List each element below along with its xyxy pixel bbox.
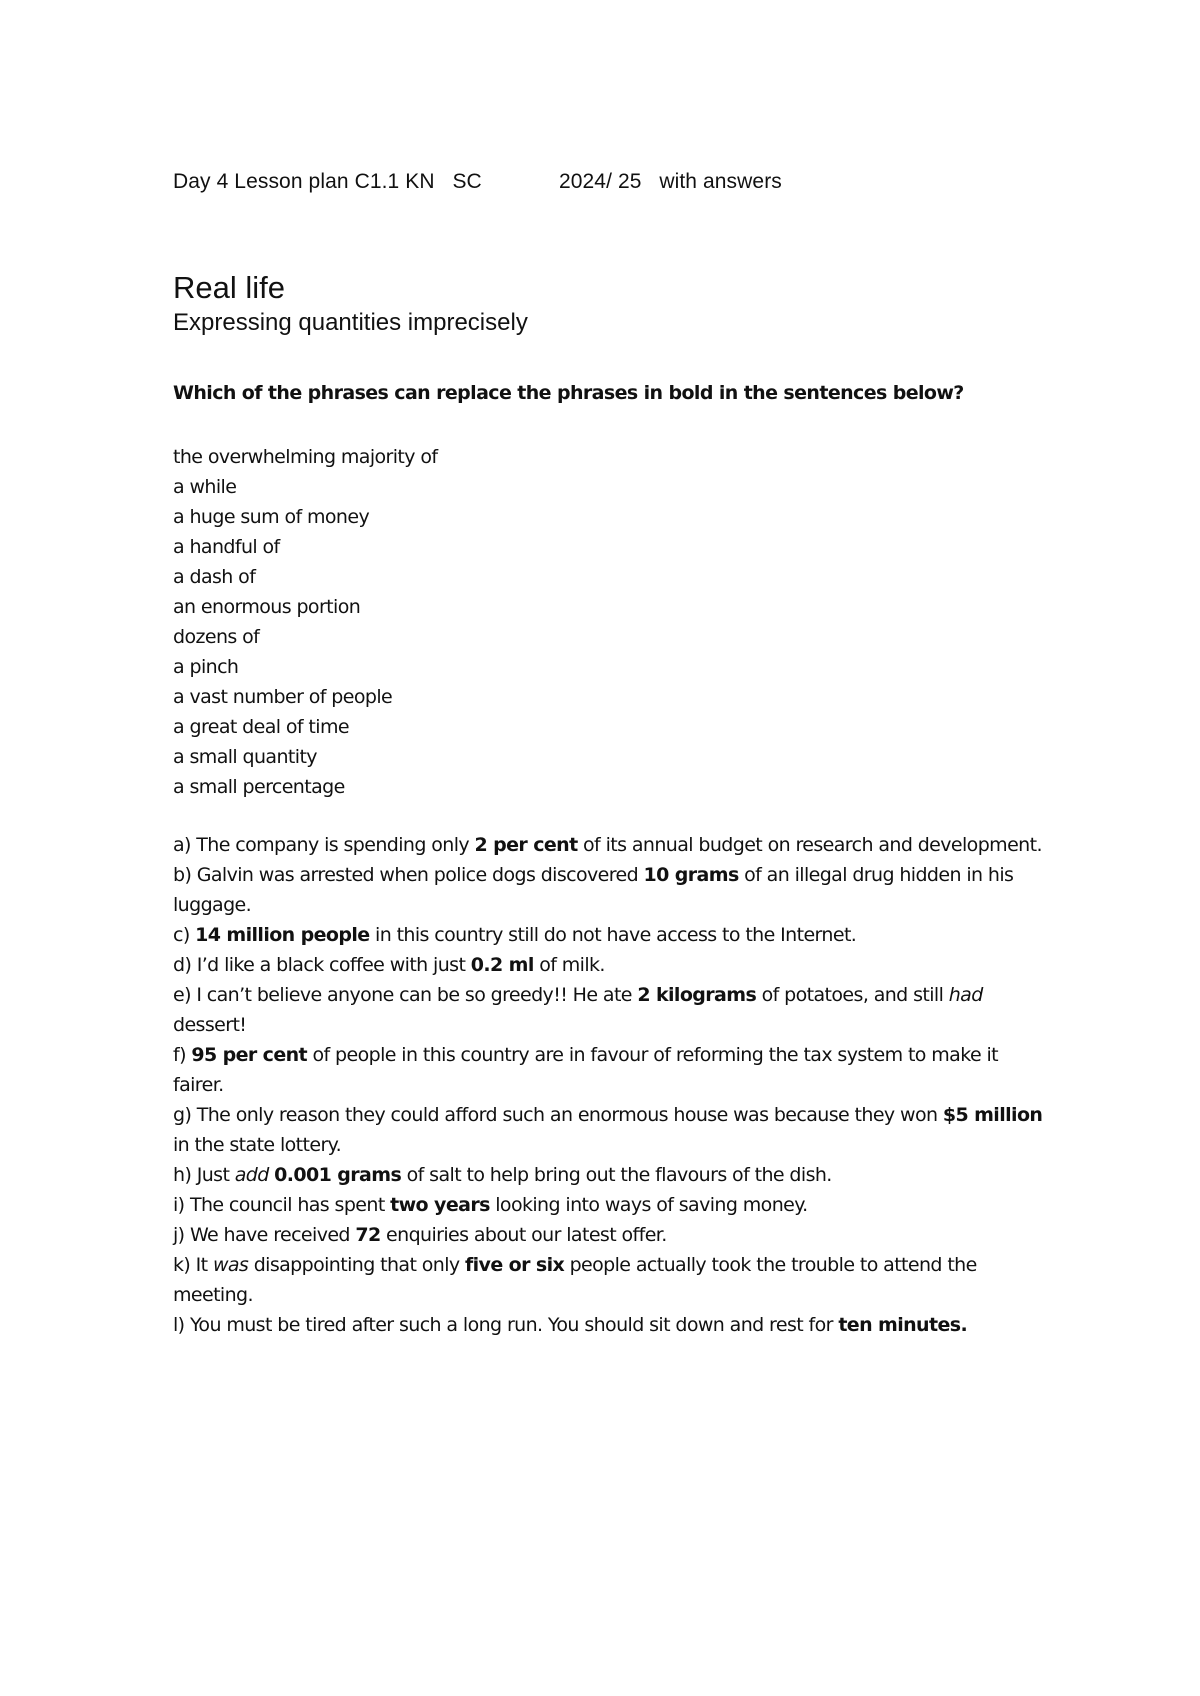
- sentence-label: b): [173, 864, 192, 886]
- sentence-text: of potatoes, and still: [756, 984, 949, 1006]
- phrase-item: a small percentage: [173, 776, 345, 798]
- sentence-item: [173, 1310, 1043, 1340]
- sentence-label: h): [173, 1164, 192, 1186]
- bold-phrase: 0.2 ml: [470, 954, 534, 976]
- sentence-item: [173, 950, 1043, 980]
- exercise-instruction: Which of the phrases can replace the phrases in bold in the sentences below?: [173, 382, 964, 404]
- emphasis-word: add: [234, 1164, 269, 1186]
- bold-phrase: 72: [355, 1224, 381, 1246]
- phrase-list: [173, 442, 437, 802]
- sentence-text: I can’t believe anyone can be so greedy!! He ate: [190, 984, 638, 1006]
- sentence-item: [173, 1100, 1043, 1160]
- sentence-item: [173, 860, 1043, 920]
- phrase-item: dozens of: [173, 626, 260, 648]
- bold-phrase: five or six: [464, 1254, 565, 1276]
- emphasis-word: had: [948, 984, 983, 1006]
- sentence-item: [173, 1190, 1043, 1220]
- sentence-text: in the state lottery.: [173, 1134, 342, 1156]
- sentence-text: We have received: [184, 1224, 356, 1246]
- sentence-label: d): [173, 954, 192, 976]
- sentence-text: The only reason they could afford such an enormous house was because they won: [191, 1104, 943, 1126]
- sentence-text: dessert!: [173, 1014, 247, 1036]
- sentence-list: [173, 830, 1043, 1340]
- page-title: Real life: [173, 270, 285, 305]
- document-header: Day 4 Lesson plan C1.1 KN SC 2024/ 25 with answers: [173, 170, 782, 193]
- sentence-text: people actually took the trouble to attend the meeting.: [173, 1254, 977, 1306]
- phrase-item: a vast number of people: [173, 686, 393, 708]
- phrase-item: the overwhelming majority of: [173, 446, 438, 468]
- sentence-label: i): [173, 1194, 185, 1216]
- bold-phrase: 10 grams: [643, 864, 739, 886]
- sentence-item: [173, 1040, 1043, 1100]
- page-subtitle: Expressing quantities imprecisely: [173, 309, 528, 336]
- sentence-label: l): [173, 1314, 185, 1336]
- sentence-text: The company is spending only: [190, 834, 475, 856]
- phrase-item: a dash of: [173, 566, 256, 588]
- sentence-item: [173, 1160, 1043, 1190]
- sentence-text: Galvin was arrested when police dogs discovered: [191, 864, 644, 886]
- sentence-label: f): [173, 1044, 186, 1066]
- sentence-text: Just: [191, 1164, 235, 1186]
- sentence-text: of milk.: [533, 954, 605, 976]
- sentence-label: e): [173, 984, 191, 1006]
- sentence-label: c): [173, 924, 190, 946]
- sentence-text: disappointing that only: [248, 1254, 465, 1276]
- bold-phrase: 14 million people: [195, 924, 370, 946]
- phrase-item: a huge sum of money: [173, 506, 370, 528]
- sentence-label: g): [173, 1104, 192, 1126]
- sentence-text: of its annual budget on research and development.: [577, 834, 1042, 856]
- bold-phrase: 2 kilograms: [637, 984, 757, 1006]
- sentence-item: [173, 920, 1043, 950]
- sentence-item: [173, 1220, 1043, 1250]
- phrase-item: a small quantity: [173, 746, 317, 768]
- sentence-text: It: [190, 1254, 213, 1276]
- bold-phrase: 2 per cent: [474, 834, 578, 856]
- sentence-text: of an illegal drug hidden in his luggage.: [173, 864, 1014, 916]
- sentence-text: enquiries about our latest offer.: [380, 1224, 667, 1246]
- sentence-text: looking into ways of saving money.: [489, 1194, 808, 1216]
- sentence-text: of salt to help bring out the flavours of the dish.: [401, 1164, 832, 1186]
- sentence-label: a): [173, 834, 191, 856]
- sentence-text: The council has spent: [184, 1194, 391, 1216]
- bold-phrase: 0.001 grams: [274, 1164, 402, 1186]
- bold-phrase: 95 per cent: [191, 1044, 308, 1066]
- phrase-item: an enormous portion: [173, 596, 361, 618]
- sentence-text: I’d like a black coffee with just: [191, 954, 471, 976]
- bold-phrase: ten minutes.: [838, 1314, 968, 1336]
- phrase-item: a while: [173, 476, 237, 498]
- sentence-label: k): [173, 1254, 191, 1276]
- sentence-text: of people in this country are in favour of reforming the tax system to make it fairer.: [173, 1044, 999, 1096]
- emphasis-word: was: [212, 1254, 249, 1276]
- sentence-text: You must be tired after such a long run. You should sit down and rest for: [184, 1314, 839, 1336]
- phrase-item: a handful of: [173, 536, 280, 558]
- sentence-text: in this country still do not have access to the Internet.: [369, 924, 857, 946]
- phrase-item: a pinch: [173, 656, 239, 678]
- bold-phrase: two years: [390, 1194, 490, 1216]
- sentence-item: [173, 1250, 1043, 1310]
- phrase-item: a great deal of time: [173, 716, 349, 738]
- sentence-item: [173, 830, 1043, 860]
- bold-phrase: $5 million: [942, 1104, 1043, 1126]
- sentence-item: [173, 980, 1043, 1040]
- sentence-label: j): [173, 1224, 185, 1246]
